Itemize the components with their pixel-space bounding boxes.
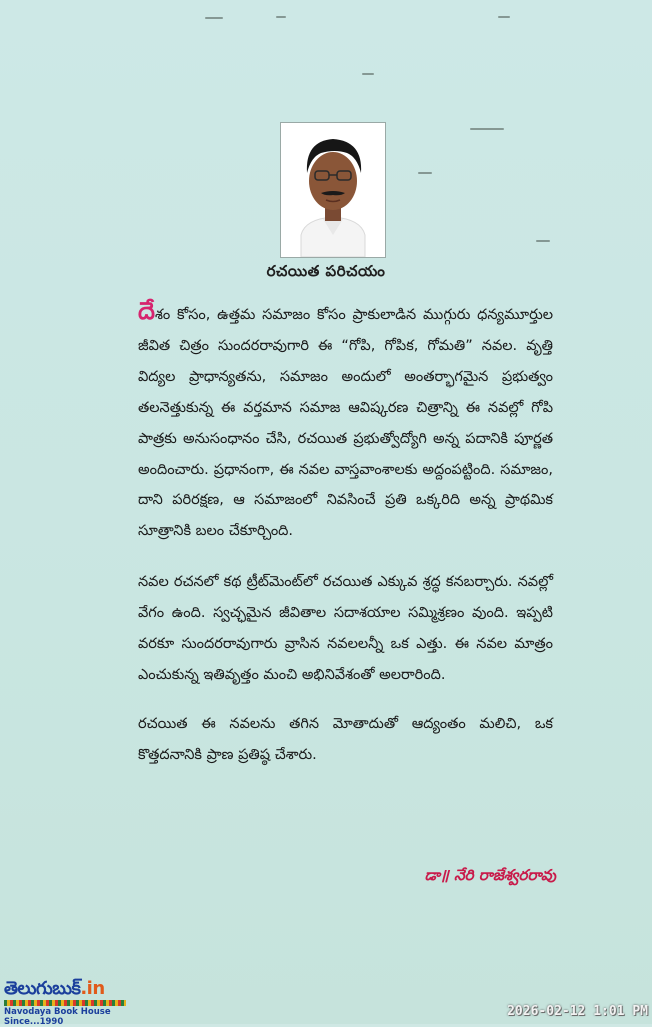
logo-wordmark [4,979,132,999]
print-speck [205,17,223,19]
logo-stripe [4,1000,126,1006]
section-heading: రచయిత పరిచయం [266,262,386,280]
author-photo [280,122,386,258]
print-speck [362,73,374,75]
print-speck [536,240,550,242]
print-speck [276,16,286,18]
print-speck [418,172,432,174]
paragraph-3: రచయిత ఈ నవలను తగిన మోతాదుతో ఆద్యంతం మలిచి, ఒక కొత్తదనానికి ప్రాణ ప్రతిష్ఠ చేశారు. [138,715,553,763]
paragraph-1 [138,297,553,547]
logo-subtitle: Navodaya Book House Since...1990 [4,1007,111,1027]
author-portrait-icon [281,123,385,257]
publisher-logo [4,978,132,1027]
logo-main-text: తెలుగుబుక్ [4,978,81,999]
signature: డా॥ నేరి రాజేశ్వరరావు [424,866,556,884]
author-introduction-text [138,297,553,771]
logo-suffix: .in [80,978,105,999]
photo-timestamp: 2026-02-12 1:01 PM [507,1004,648,1019]
drop-cap: దే [138,297,155,325]
print-speck [470,128,504,130]
paragraph-2: నవల రచనలో కథ ట్రీట్‌మెంట్‌లో రచయిత ఎక్కువ శ్రద్ధ కనబర్చారు. నవల్లో వేగం ఉంది. స్వచ్ఛమైన జీవితాల సదాశయాల సమ్మిశ్రణం వుంది. ఇప్పటి వరకూ సుందరరావుగారు వ్రాసిన నవలలన్నీ ఒక ఎత్తు. ఈ నవల మాత్రం ఎంచుకున్న ఇతివృత్తం మంచి అభినివేశంతో అలరారింది. [138,574,553,683]
print-speck [498,16,510,18]
paragraph-1-text: శం కోసం, ఉత్తమ సమాజం కోసం ప్రాకులాడిన ముగ్గురు ధన్యమూర్తుల జీవిత చిత్రం సుందరరావుగారి ఈ “గోపి, గోపిక, గోమతి” నవల. వృత్తి విద్యల ప్రాధాన్యతను, సమాజం అందులో అంతర్భాగమైన ప్రభుత్వం తలనెత్తుకున్న ఈ వర్తమాన సమాజ ఆవిష్కరణ చిత్రాన్ని ఈ నవల్లో గోపి పాత్రకు అనుసంధానం చేసి, రచయిత ప్రభుత్వోద్యోగి అన్న పదానికి పూర్ణత అందించారు. ప్రధానంగా, ఈ నవల వాస్తవాంశాలకు అద్దంపట్టింది. సమాజం, దాని పరిరక్షణ, ఆ సమాజంలో నివసించే ప్రతి ఒక్కరిది అన్న ప్రాథమిక సూత్రానికి బలం చేకూర్చింది. [138,307,553,540]
